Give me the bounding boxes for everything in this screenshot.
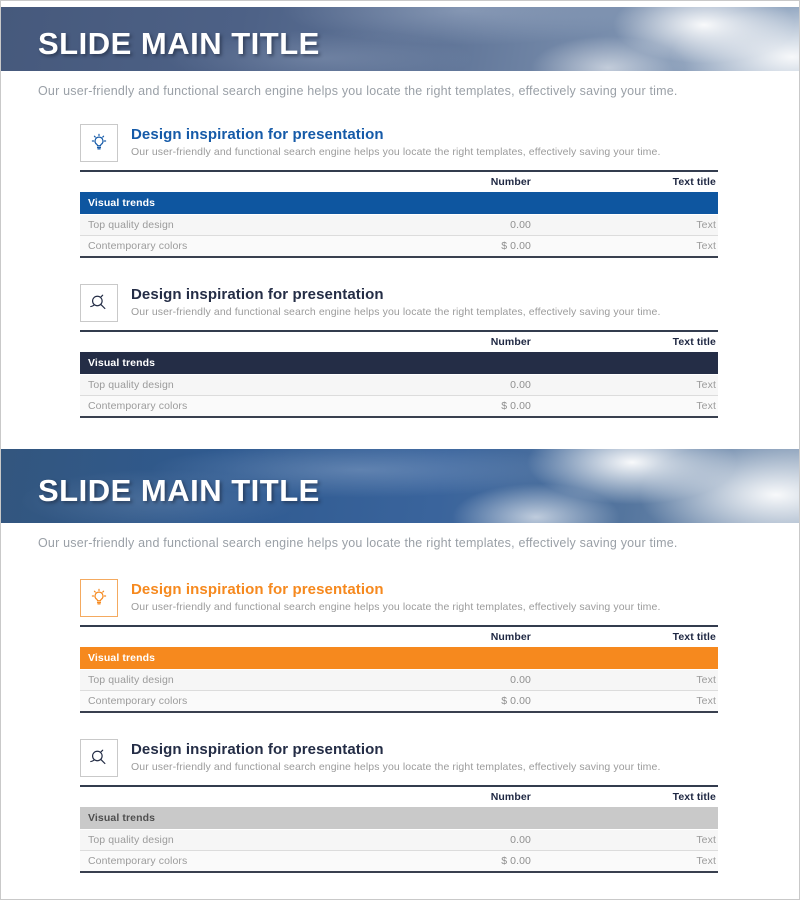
row-number: 0.00	[510, 834, 531, 846]
data-table	[80, 625, 718, 713]
table-header-row	[80, 627, 718, 647]
slide-preview-2[interactable]	[0, 449, 800, 898]
slide-main-title: SLIDE MAIN TITLE	[38, 472, 320, 508]
row-text: Text	[696, 834, 716, 846]
section-heading: Design inspiration for presentation	[131, 126, 384, 143]
table-row	[80, 235, 718, 256]
column-header-text-title: Text title	[672, 631, 716, 643]
magnifier-icon	[80, 284, 118, 322]
section-heading: Design inspiration for presentation	[131, 581, 384, 598]
column-header-text-title: Text title	[672, 176, 716, 188]
slide-header-image	[0, 7, 800, 71]
table-row	[80, 830, 718, 850]
section-card	[80, 739, 718, 873]
row-number: 0.00	[510, 379, 531, 391]
row-text: Text	[696, 400, 716, 412]
row-text: Text	[696, 219, 716, 231]
section-card	[80, 124, 718, 258]
slide-subtitle: Our user-friendly and functional search engine helps you locate the right templates, effectively saving your time.	[38, 536, 678, 550]
table-band-row	[80, 807, 718, 829]
section-description: Our user-friendly and functional search engine helps you locate the right templates, effectively saving your time.	[131, 306, 661, 318]
column-header-text-title: Text title	[672, 791, 716, 803]
section-card	[80, 579, 718, 713]
slide-content	[80, 124, 718, 418]
section-description: Our user-friendly and functional search engine helps you locate the right templates, effectively saving your time.	[131, 146, 661, 158]
slide-content	[80, 579, 718, 873]
column-header-text-title: Text title	[672, 336, 716, 348]
magnifier-icon	[80, 739, 118, 777]
data-table	[80, 170, 718, 258]
table-header-row	[80, 787, 718, 807]
row-number: 0.00	[510, 219, 531, 231]
row-number: $ 0.00	[501, 695, 531, 707]
data-table	[80, 785, 718, 873]
row-text: Text	[696, 695, 716, 707]
table-band-row	[80, 192, 718, 214]
table-row	[80, 690, 718, 711]
row-label: Top quality design	[88, 219, 174, 231]
row-number: $ 0.00	[501, 240, 531, 252]
band-label: Visual trends	[88, 652, 156, 664]
lightbulb-icon	[80, 579, 118, 617]
column-header-number: Number	[490, 631, 531, 643]
row-label: Top quality design	[88, 379, 174, 391]
data-table	[80, 330, 718, 418]
table-row	[80, 850, 718, 871]
row-label: Contemporary colors	[88, 855, 188, 867]
section-card	[80, 284, 718, 418]
slide-preview-1[interactable]	[0, 0, 800, 449]
table-row	[80, 215, 718, 235]
row-number: $ 0.00	[501, 855, 531, 867]
row-label: Contemporary colors	[88, 240, 188, 252]
column-header-number: Number	[490, 336, 531, 348]
section-heading: Design inspiration for presentation	[131, 286, 384, 303]
slide-header-image	[0, 449, 800, 523]
table-header-row	[80, 332, 718, 352]
section-description: Our user-friendly and functional search engine helps you locate the right templates, effectively saving your time.	[131, 761, 661, 773]
band-label: Visual trends	[88, 357, 156, 369]
section-heading: Design inspiration for presentation	[131, 741, 384, 758]
row-number: 0.00	[510, 674, 531, 686]
table-row	[80, 395, 718, 416]
table-row	[80, 375, 718, 395]
row-text: Text	[696, 379, 716, 391]
column-header-number: Number	[490, 176, 531, 188]
lightbulb-icon	[80, 124, 118, 162]
slide-main-title: SLIDE MAIN TITLE	[38, 25, 320, 61]
row-label: Top quality design	[88, 674, 174, 686]
column-header-number: Number	[490, 791, 531, 803]
table-header-row	[80, 172, 718, 192]
row-text: Text	[696, 240, 716, 252]
row-label: Contemporary colors	[88, 400, 188, 412]
band-label: Visual trends	[88, 812, 156, 824]
row-label: Top quality design	[88, 834, 174, 846]
slide-subtitle: Our user-friendly and functional search engine helps you locate the right templates, effectively saving your time.	[38, 84, 678, 98]
row-number: $ 0.00	[501, 400, 531, 412]
table-row	[80, 670, 718, 690]
table-band-row	[80, 647, 718, 669]
row-label: Contemporary colors	[88, 695, 188, 707]
row-text: Text	[696, 674, 716, 686]
row-text: Text	[696, 855, 716, 867]
section-description: Our user-friendly and functional search engine helps you locate the right templates, effectively saving your time.	[131, 601, 661, 613]
band-label: Visual trends	[88, 197, 156, 209]
table-band-row	[80, 352, 718, 374]
